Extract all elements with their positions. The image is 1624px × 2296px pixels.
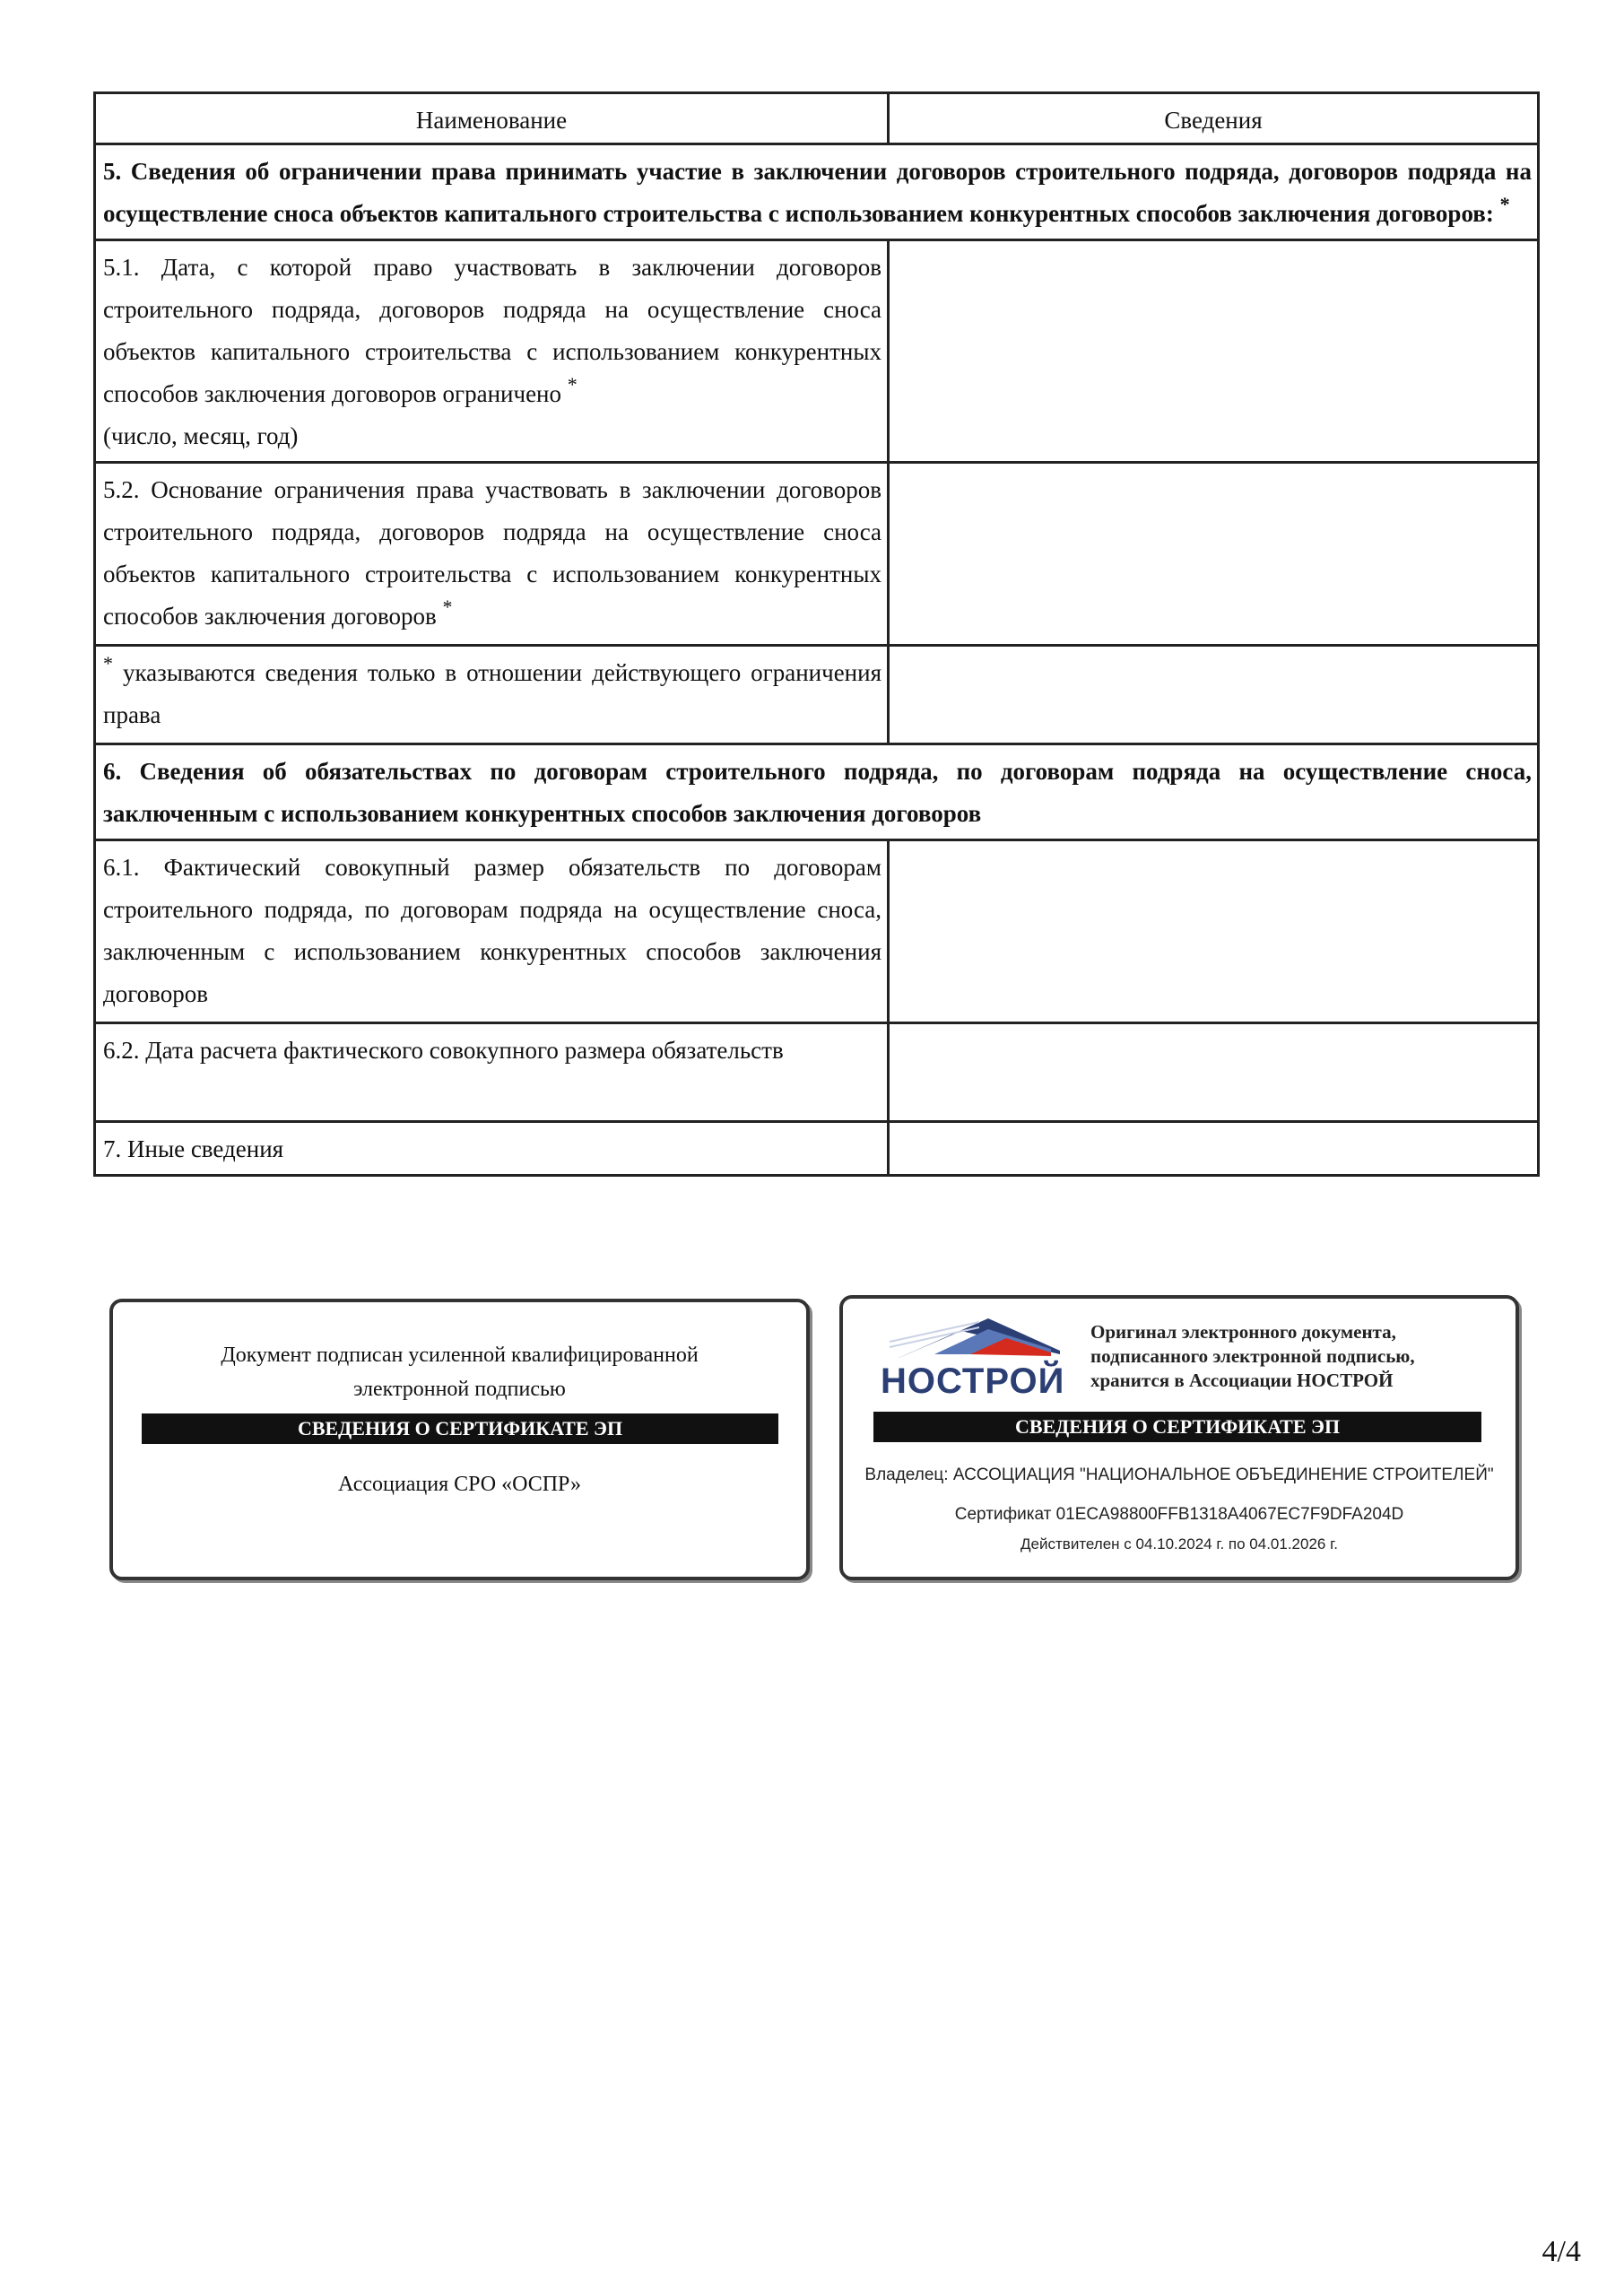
stamp-left-line-2: электронной подписью xyxy=(353,1378,566,1401)
column-header-info: Сведения xyxy=(889,93,1539,144)
certificate-bar: СВЕДЕНИЯ О СЕРТИФИКАТЕ ЭП xyxy=(142,1413,778,1444)
row-7-value xyxy=(889,1122,1539,1176)
footnote-star: * xyxy=(1499,193,1510,215)
section-5-row xyxy=(95,144,1539,240)
footnote-star: * xyxy=(567,373,578,396)
footnote-label xyxy=(95,646,889,744)
page-number: 4/4 xyxy=(1541,2235,1581,2268)
row-6-1-label: 6.1. Фактический совокупный размер обязательств по договорам строительного подряда, по договорам подряда на осуществление сноса, заключенным с использованием конкурентных способов заключения договоров xyxy=(95,840,889,1023)
footnote-value xyxy=(889,646,1539,744)
row-6-1-value xyxy=(889,840,1539,1023)
table-row-6-1 xyxy=(95,840,1539,1023)
row-5-1-label xyxy=(95,240,889,463)
signature-stamp-right xyxy=(839,1295,1519,1580)
table-row-5-1 xyxy=(95,240,1539,463)
stamp-left-organization: Ассоциация СРО «ОСПР» xyxy=(338,1473,581,1496)
row-7-label: 7. Иные сведения xyxy=(95,1122,889,1176)
row-5-2-value xyxy=(889,463,1539,646)
section-5-title xyxy=(95,144,1539,240)
row-5-2-label-text: 5.2. Основание ограничения права участвовать в заключении договоров строительного подряда, договоров подряда на осуществление сноса объектов капитального строительства с использованием конкурентных способов заключения договоров xyxy=(103,476,881,630)
section-6-row xyxy=(95,744,1539,840)
table-header-row xyxy=(95,93,1539,144)
certificate-serial: Сертификат 01ECA98800FFB1318A4067EC7F9DFA204D xyxy=(954,1505,1404,1524)
table-row-footnote xyxy=(95,646,1539,744)
column-header-name: Наименование xyxy=(95,93,889,144)
row-5-1-date-format: (число, месяц, год) xyxy=(103,422,299,449)
section-6-title: 6. Сведения об обязательствах по договорам строительного подряда, по договорам подряда на осуществление сноса, заключенным с использованием конкурентных способов заключения договоров xyxy=(95,744,1539,840)
stamp-left-line-1: Документ подписан усиленной квалифицированной xyxy=(221,1344,699,1367)
row-5-1-value xyxy=(889,240,1539,463)
registry-table xyxy=(93,91,1540,1177)
footnote-text: указываются сведения только в отношении действующего ограничения права xyxy=(103,659,881,728)
table-row-7 xyxy=(95,1122,1539,1176)
nostroy-logo-text: НОСТРОЙ xyxy=(881,1361,1065,1401)
footnote-star: * xyxy=(442,596,453,618)
nostroy-original-note xyxy=(1090,1320,1503,1393)
row-5-1-label-text: 5.1. Дата, с которой право участвовать в заключении договоров строительного подряда, договоров подряда на осуществление сноса объектов капитального строительства с использованием конкурентных способов заключения договоров ограничено xyxy=(103,254,881,407)
row-5-2-label xyxy=(95,463,889,646)
signature-stamp-left xyxy=(109,1299,810,1580)
certificate-owner: Владелец: АССОЦИАЦИЯ "НАЦИОНАЛЬНОЕ ОБЪЕДИНЕНИЕ СТРОИТЕЛЕЙ" xyxy=(864,1465,1494,1484)
section-5-title-text: 5. Сведения об ограничении права принимать участие в заключении договоров строительного подряда, договоров подряда на осуществление сноса объектов капитального строительства с использованием конкурентных способов заключения договоров: xyxy=(103,158,1532,227)
certificate-bar: СВЕДЕНИЯ О СЕРТИФИКАТЕ ЭП xyxy=(873,1412,1481,1442)
table-row-5-2 xyxy=(95,463,1539,646)
nostroy-note-line-1: Оригинал электронного документа, xyxy=(1090,1321,1396,1343)
row-6-2-label: 6.2. Дата расчета фактического совокупного размера обязательств xyxy=(95,1023,889,1122)
table-row-6-2 xyxy=(95,1023,1539,1122)
footnote-star: * xyxy=(103,652,113,674)
certificate-validity: Действителен с 04.10.2024 г. по 04.01.2026 г. xyxy=(1020,1535,1338,1552)
nostroy-note-line-3: хранится в Ассоциации НОСТРОЙ xyxy=(1090,1370,1394,1391)
nostroy-logo xyxy=(881,1315,1065,1405)
row-6-2-value xyxy=(889,1023,1539,1122)
nostroy-roof-icon xyxy=(881,1315,1060,1369)
nostroy-note-line-2: подписанного электронной подписью, xyxy=(1090,1345,1415,1367)
